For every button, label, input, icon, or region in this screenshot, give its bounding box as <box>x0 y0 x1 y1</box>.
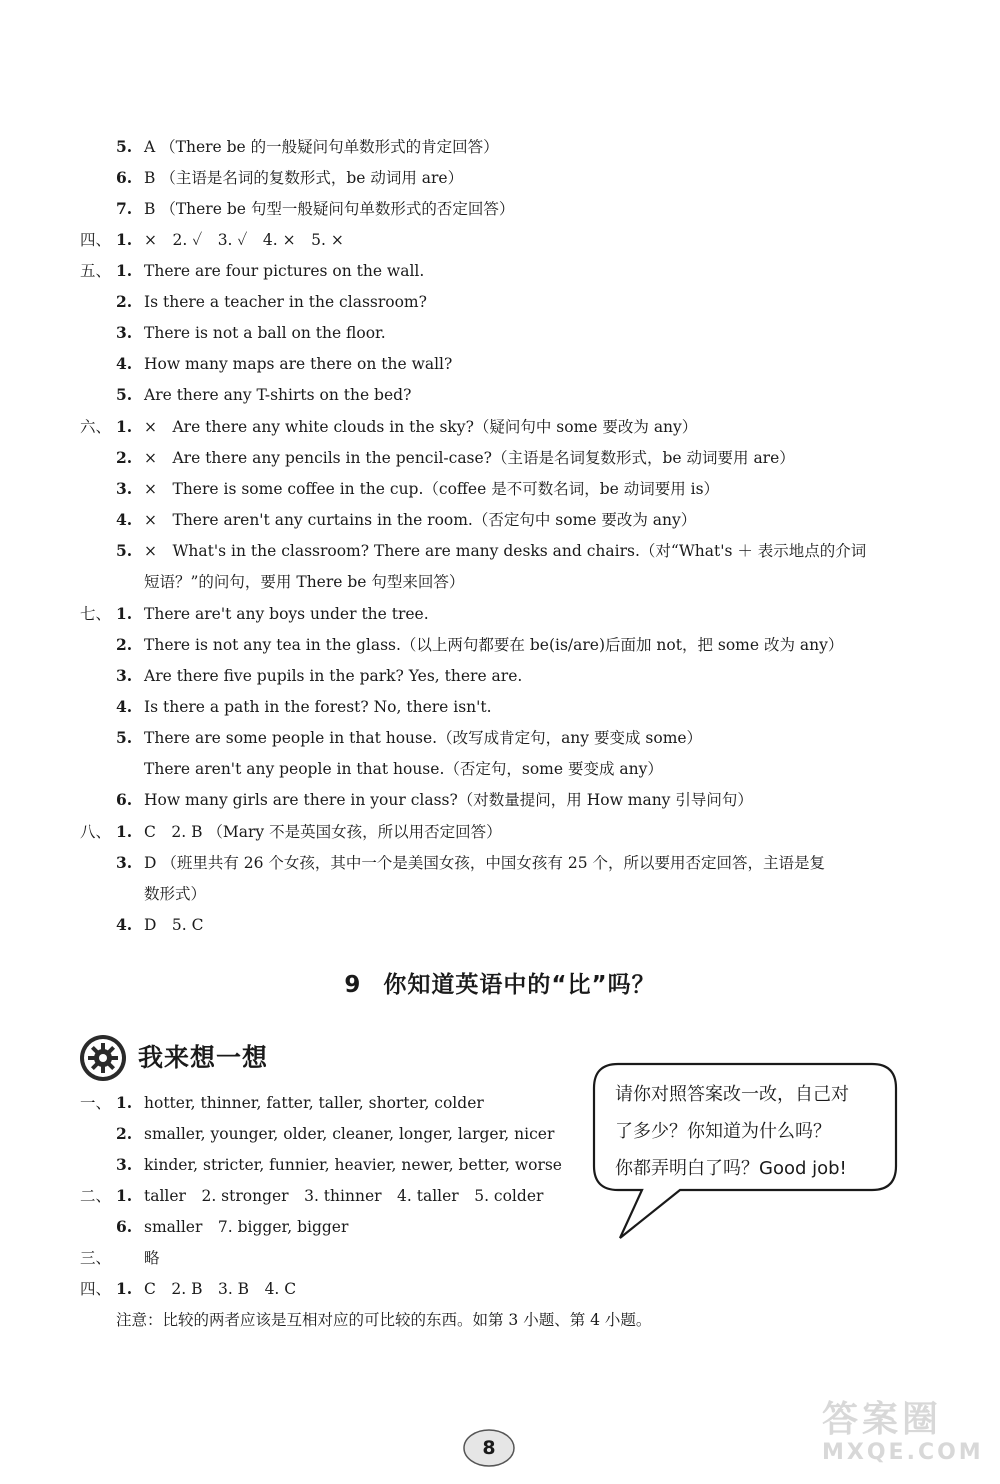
bubble-line-2: 了多少？你知道为什么吗？ <box>615 1121 831 1142</box>
answer-text: C 2. B 3. B 4. C <box>144 1280 297 1298</box>
answer-text: smaller 7. bigger, bigger <box>144 1218 349 1236</box>
answer-text: Is there a teacher in the classroom? <box>144 293 427 311</box>
answer-text: 数形式） <box>144 885 207 903</box>
bubble-line-3: 你都弄明白了吗？Good job! <box>615 1158 847 1179</box>
question-number: 4. <box>116 510 133 529</box>
question-number: 6. <box>116 790 133 809</box>
question-number: 1. <box>116 1093 133 1112</box>
gear-badge-icon <box>78 1033 128 1083</box>
answer-text: 略 <box>144 1249 160 1267</box>
answer-text: × Are there any white clouds in the sky?（疑问句中 some 要改为 any） <box>144 418 698 436</box>
question-number: 3. <box>116 853 133 872</box>
answer-text: C 2. B （Mary 不是英国女孩，所以用否定回答） <box>144 823 502 841</box>
question-number: 4. <box>116 354 133 373</box>
question-number: 6. <box>116 1217 133 1236</box>
question-number: 2. <box>116 448 133 467</box>
question-number: 1. <box>116 261 133 280</box>
section-label: 五、 <box>80 262 112 280</box>
section-label: 四、 <box>80 231 112 249</box>
section-label: 二、 <box>80 1187 112 1205</box>
question-number: 5. <box>116 541 133 560</box>
question-number: 6. <box>116 168 133 187</box>
watermark-line-2: MXQE.COM <box>822 1440 984 1465</box>
answer-text: B （There be 句型一般疑问句单数形式的否定回答） <box>144 200 515 218</box>
question-number: 5. <box>116 137 133 156</box>
question-number: 2. <box>116 635 133 654</box>
watermark <box>822 1399 984 1465</box>
bubble-line-1: 请你对照答案改一改，自己对 <box>615 1084 849 1105</box>
answer-text: Are there five pupils in the park? Yes, there are. <box>144 667 523 685</box>
section-label: 一、 <box>80 1094 112 1112</box>
question-number: 4. <box>116 697 133 716</box>
question-number: 1. <box>116 417 133 436</box>
section-label: 七、 <box>80 605 112 623</box>
answer-text: A （There be 的一般疑问句单数形式的肯定回答） <box>144 138 499 156</box>
watermark-line-1: 答案圈 <box>822 1399 943 1440</box>
answer-text: B （主语是名词的复数形式，be 动词用 are） <box>144 169 464 187</box>
answer-text: × Are there any pencils in the pencil-case?（主语是名词复数形式，be 动词要用 are） <box>144 449 795 467</box>
answer-text: D （班里共有 26 个女孩，其中一个是美国女孩，中国女孩有 25 个，所以要用否定回答，主语是复 <box>144 854 826 872</box>
section-header: 我来想一想 <box>138 1043 269 1072</box>
question-number: 1. <box>116 822 133 841</box>
question-number: 7. <box>116 199 133 218</box>
question-number: 5. <box>116 728 133 747</box>
question-number: 3. <box>116 666 133 685</box>
answer-text: taller 2. stronger 3. thinner 4. taller 5. colder <box>144 1187 544 1205</box>
note-text: 注意：比较的两者应该是互相对应的可比较的东西。如第 3 小题、第 4 小题。 <box>116 1311 652 1329</box>
answer-text: There are some people in that house.（改写成肯定句，any 要变成 some） <box>144 729 703 747</box>
answer-text: There is not a ball on the floor. <box>144 324 386 342</box>
question-number: 4. <box>116 915 133 934</box>
question-number: 3. <box>116 323 133 342</box>
answer-text: × There aren't any curtains in the room.（否定句中 some 要改为 any） <box>144 511 697 529</box>
answer-text: × 2. ✓ 3. ✓ 4. × 5. × <box>144 231 344 249</box>
answer-text: How many maps are there on the wall? <box>144 355 453 373</box>
answer-text: D 5. C <box>144 916 204 934</box>
answer-text: There aren't any people in that house.（否定句，some 要变成 any） <box>144 760 663 778</box>
chapter-title <box>0 966 1000 999</box>
answer-text: × There is some coffee in the cup.（coffee 是不可数名词，be 动词要用 is） <box>144 480 720 498</box>
question-number: 2. <box>116 1124 133 1143</box>
answer-text: How many girls are there in your class?（对数量提问，用 How many 引导问句） <box>144 791 753 809</box>
question-number: 1. <box>116 230 133 249</box>
question-number: 1. <box>116 604 133 623</box>
section-label: 四、 <box>80 1280 112 1298</box>
answer-text: Are there any T-shirts on the bed? <box>144 386 412 404</box>
answer-text: smaller, younger, older, cleaner, longer, larger, nicer <box>144 1125 555 1143</box>
answer-text: There is not any tea in the glass.（以上两句都要在 be(is/are)后面加 not，把 some 改为 any） <box>144 636 844 654</box>
answer-text: Is there a path in the forest? No, there isn't. <box>144 698 492 716</box>
answer-text: × What's in the classroom? There are many desks and chairs.（对“What's ＋ 表示地点的介词 <box>144 542 867 560</box>
chapter-number: 9 <box>344 972 362 998</box>
section-label: 八、 <box>80 823 112 841</box>
answer-text: hotter, thinner, fatter, taller, shorter, colder <box>144 1094 484 1112</box>
question-number: 3. <box>116 479 133 498</box>
question-number: 1. <box>116 1186 133 1205</box>
question-number: 1. <box>116 1279 133 1298</box>
section-label: 三、 <box>80 1249 112 1267</box>
answer-text: kinder, stricter, funnier, heavier, newer, better, worse <box>144 1156 562 1174</box>
page-number: 8 <box>482 1437 496 1459</box>
question-number: 5. <box>116 385 133 404</box>
section-label: 六、 <box>80 418 112 436</box>
answer-text: There are't any boys under the tree. <box>144 605 429 623</box>
answer-text: 短语？”的问句，要用 There be 句型来回答） <box>144 573 465 591</box>
chapter-title-text: 你知道英语中的“比”吗？ <box>383 972 656 998</box>
question-number: 3. <box>116 1155 133 1174</box>
question-number: 2. <box>116 292 133 311</box>
answer-text: There are four pictures on the wall. <box>144 262 425 280</box>
